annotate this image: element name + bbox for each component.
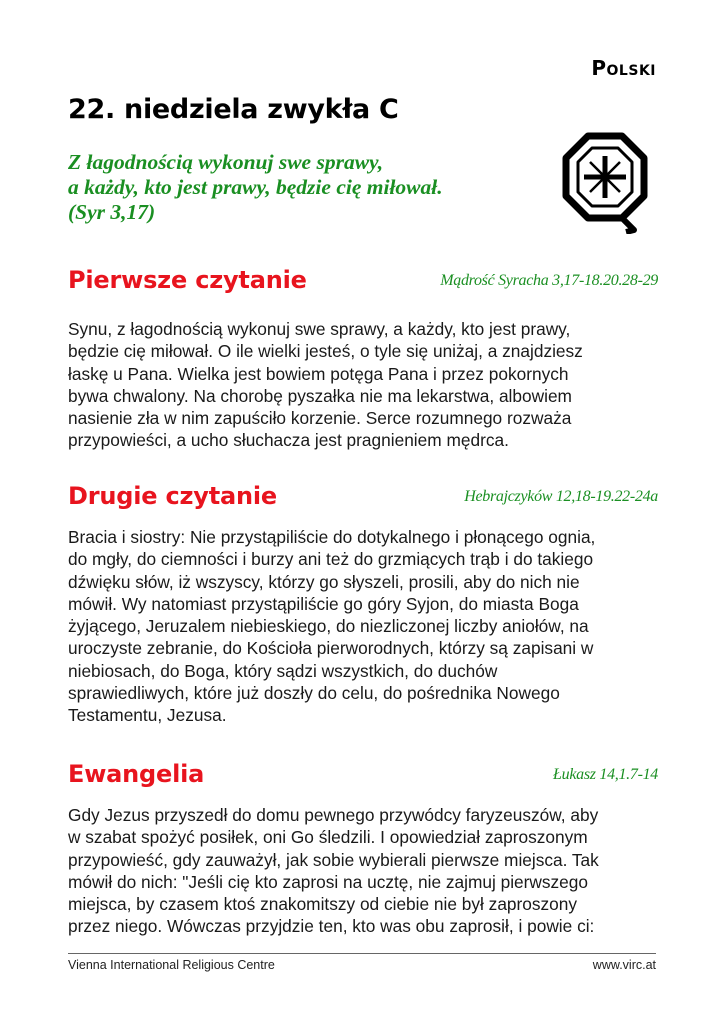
- text-line: przypowieści, a ucho słuchacza jest pragnieniem mędrca.: [68, 430, 509, 451]
- text-line: do mgły, do ciemności i burzy ani też do grzmiących trąb i do takiego: [68, 549, 594, 570]
- text-line: będzie cię miłował. O ile wielki jesteś, o tyle się uniżaj, a znajdziesz: [68, 341, 583, 362]
- first-reading-title: Pierwsze czytanie: [68, 266, 307, 294]
- text-line: przez niego. Wówczas przyjdzie ten, kto was obu zaprosił, i powie ci:: [68, 916, 595, 937]
- text-line: łaskę u Pana. Wielka jest bowiem potęga Pana i przez pokornych: [68, 363, 569, 384]
- text-line: niebiosach, do Boga, który sądzi wszystkich, do duchów: [68, 660, 498, 681]
- gospel-header: [68, 756, 658, 790]
- first-reading-header: [68, 262, 658, 296]
- motto-quote: [68, 150, 538, 225]
- text-line: dźwięku słów, iż wszyscy, którzy go słyszeli, prosili, aby do nich nie: [68, 571, 580, 592]
- first-reading-text: [68, 318, 668, 452]
- text-line: mówił. Wy natomiast przystąpiliście go góry Syjon, do miasta Boga: [68, 593, 579, 614]
- text-line: uroczyste zebranie, do Kościoła pierworodnych, którzy są zapisani w: [68, 638, 594, 659]
- gospel-text: [68, 804, 668, 938]
- text-line: miejsca, by czasem ktoś znakomitszy od ciebie nie był zaproszony: [68, 894, 578, 915]
- text-line: bywa chwalony. Na chorobę pyszałka nie ma lekarstwa, albowiem: [68, 385, 572, 406]
- gospel-title: Ewangelia: [68, 760, 205, 788]
- motto-line: (Syr 3,17): [68, 200, 156, 224]
- text-line: mówił do nich: "Jeśli cię kto zaprosi na ucztę, nie zajmuj pierwszego: [68, 871, 588, 892]
- page-title: 22. niedziela zwykła C: [68, 94, 399, 125]
- second-reading-title: Drugie czytanie: [68, 482, 277, 510]
- text-line: Bracia i siostry: Nie przystąpiliście do dotykalnego i płonącego ognia,: [68, 527, 596, 547]
- second-reading-text: [68, 526, 668, 727]
- motto-line: a każdy, kto jest prawy, będzie cię miłował.: [68, 175, 443, 199]
- footer-organization: Vienna International Religious Centre: [68, 958, 275, 972]
- gospel-reference: Łukasz 14,1.7-14: [553, 766, 658, 783]
- text-line: sprawiedliwych, które już doszły do celu, do pośrednika Nowego: [68, 683, 560, 704]
- second-reading-reference: Hebrajczyków 12,18-19.22-24a: [464, 488, 658, 505]
- text-line: Testamentu, Jezusa.: [68, 705, 227, 726]
- text-line: Gdy Jezus przyszedł do domu pewnego przywódcy faryzeuszów, aby: [68, 805, 599, 825]
- footer-divider: [68, 953, 656, 954]
- virc-emblem-icon: [560, 130, 650, 234]
- text-line: w szabat spożyć posiłek, oni Go śledzili. I opowiedział zaproszonym: [68, 827, 588, 848]
- footer-website-link[interactable]: www.virc.at: [592, 958, 656, 972]
- second-reading-header: [68, 478, 658, 512]
- first-reading-reference: Mądrość Syracha 3,17-18.20.28-29: [440, 272, 658, 289]
- text-line: nasienie zła w nim zapuściło korzenie. Serce rozumnego rozważa: [68, 408, 572, 429]
- text-line: przypowieść, gdy zauważył, jak sobie wybierali pierwsze miejsca. Tak: [68, 849, 599, 870]
- motto-line: Z łagodnością wykonuj swe sprawy,: [68, 150, 384, 174]
- language-label: Polski: [591, 56, 656, 80]
- text-line: żyjącego, Jeruzalem niebieskiego, do niezliczonej liczby aniołów, na: [68, 616, 589, 637]
- text-line: Synu, z łagodnością wykonuj swe sprawy, a każdy, kto jest prawy,: [68, 319, 571, 339]
